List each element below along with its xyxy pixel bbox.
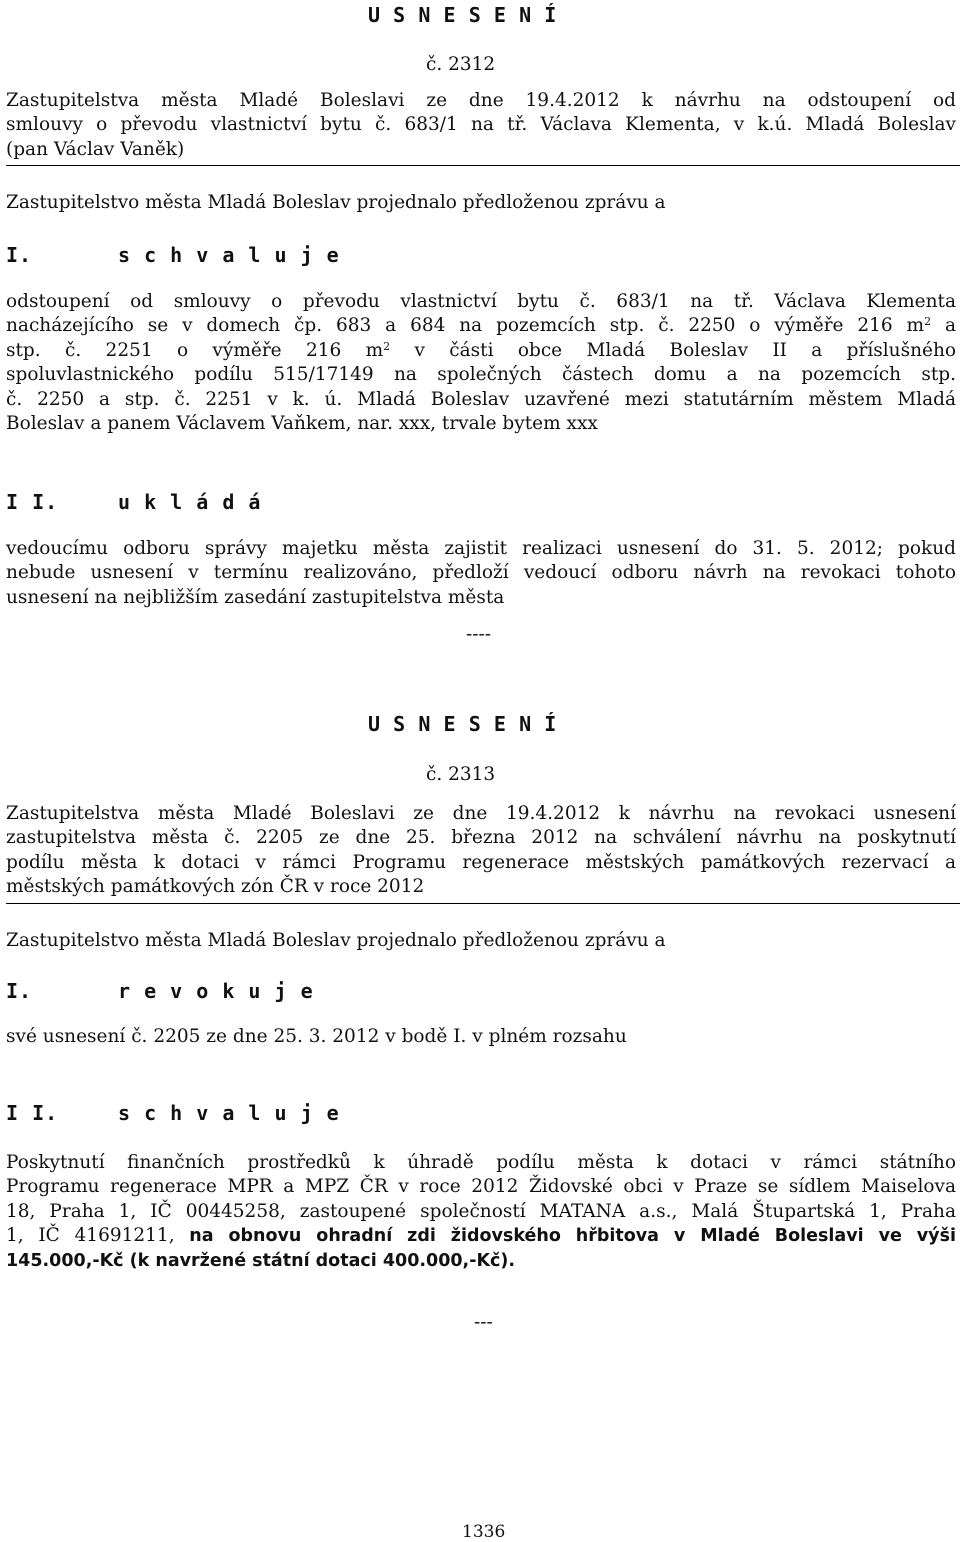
body-line bbox=[6, 1224, 956, 1248]
body-line: Programu regenerace MPR a MPZ ČR v roce 2012 Židovské obci v Praze se sídlem Maiselova bbox=[6, 1176, 956, 1198]
subject-line: městských památkových zón ČR v roce 2012 bbox=[6, 876, 425, 898]
body-line-text: 1, IČ 41691211, bbox=[6, 1225, 190, 1247]
bold-text: na obnovu ohradní zdi židovského hřbitova v Mladé Boleslavi ve výši bbox=[189, 1226, 956, 1247]
section-verb: s c h v a l u j e bbox=[118, 1101, 340, 1125]
superscript: 2 bbox=[383, 339, 391, 353]
subject-line: smlouvy o převodu vlastnictví bytu č. 683/1 na tř. Václava Klementa, v k.ú. Mladá Boleslav bbox=[6, 114, 956, 136]
body-line-text: nacházejícího se v domech čp. 683 a 684 na pozemcích stp. č. 2250 o výměře 216 m bbox=[6, 315, 925, 337]
section-body: své usnesení č. 2205 ze dne 25. 3. 2012 v bodě I. v plném rozsahu bbox=[6, 1026, 627, 1047]
section-numeral: I I. bbox=[6, 1101, 59, 1125]
body-line: usnesení na nejbližším zasedání zastupitelstva města bbox=[6, 586, 505, 608]
divider bbox=[6, 165, 960, 166]
divider bbox=[6, 903, 960, 904]
body-line: Poskytnutí finančních prostředků k úhradě podílu města k dotaci v rámci státního bbox=[6, 1152, 956, 1173]
resolution-subject bbox=[6, 802, 956, 900]
body-line bbox=[6, 339, 956, 363]
body-line-text: stp. č. 2251 o výměře 216 m bbox=[6, 339, 384, 361]
section-body bbox=[6, 537, 956, 610]
body-line: odstoupení od smlouvy o převodu vlastnictví bytu č. 683/1 na tř. Václava Klementa bbox=[6, 291, 956, 312]
resolution-number: č. 2312 bbox=[426, 54, 496, 75]
subject-line: podílu města k dotaci v rámci Programu regenerace městských památkových rezervací a bbox=[6, 851, 956, 873]
subject-line: zastupitelstva města č. 2205 ze dne 25. března 2012 na schválení návrhu na poskytnutí bbox=[6, 827, 956, 849]
body-line bbox=[6, 1249, 956, 1273]
section-numeral: I. bbox=[6, 243, 33, 267]
body-line: Boleslav a panem Václavem Vaňkem, nar. xxx, trvale bytem xxx bbox=[6, 413, 598, 435]
section-body bbox=[6, 290, 956, 436]
section-verb: s c h v a l u j e bbox=[118, 243, 340, 267]
bold-text: 145.000,-Kč (k navržené státní dotaci 400.000,-Kč). bbox=[6, 1250, 516, 1271]
subject-line: (pan Václav Vaněk) bbox=[6, 138, 185, 160]
resolution-heading: U S N E S E N Í bbox=[368, 3, 557, 27]
intro-text: Zastupitelstvo města Mladá Boleslav projednalo předloženou zprávu a bbox=[6, 192, 666, 213]
resolution-number: č. 2313 bbox=[426, 764, 496, 785]
separator: ---- bbox=[466, 624, 492, 645]
body-line-end: a bbox=[931, 315, 956, 337]
subject-line: Zastupitelstva města Mladé Boleslavi ze dne 19.4.2012 k návrhu na odstoupení od bbox=[6, 90, 956, 111]
subject-line: Zastupitelstva města Mladé Boleslavi ze dne 19.4.2012 k návrhu na revokaci usnesení bbox=[6, 803, 956, 824]
page-number: 1336 bbox=[462, 1522, 506, 1542]
resolution-heading: U S N E S E N Í bbox=[368, 712, 557, 736]
body-line: č. 2250 a stp. č. 2251 v k. ú. Mladá Boleslav uzavřené mezi statutárním městem Mladá bbox=[6, 388, 956, 410]
section-numeral: I. bbox=[6, 979, 33, 1003]
section-numeral: I I. bbox=[6, 490, 59, 514]
superscript: 2 bbox=[924, 315, 932, 329]
body-line: spoluvlastnického podílu 515/17149 na společných částech domu a na pozemcích stp. bbox=[6, 364, 956, 386]
body-line: 18, Praha 1, IČ 00445258, zastoupené společností MATANA a.s., Malá Štupartská 1, Praha bbox=[6, 1200, 956, 1222]
body-line: vedoucímu odboru správy majetku města zajistit realizaci usnesení do 31. 5. 2012; pokud bbox=[6, 538, 956, 559]
body-line-text: v části obce Mladá Boleslav II a příslušného bbox=[414, 339, 957, 361]
intro-text: Zastupitelstvo města Mladá Boleslav projednalo předloženou zprávu a bbox=[6, 930, 666, 951]
body-line: nebude usnesení v termínu realizováno, předloží vedoucí odboru návrh na revokaci tohoto bbox=[6, 562, 956, 584]
resolution-subject bbox=[6, 89, 956, 162]
body-line bbox=[6, 314, 956, 338]
section-verb: r e v o k u j e bbox=[118, 979, 314, 1003]
separator: --- bbox=[474, 1312, 493, 1333]
section-verb: u k l á d á bbox=[118, 490, 262, 514]
section-body bbox=[6, 1151, 956, 1273]
